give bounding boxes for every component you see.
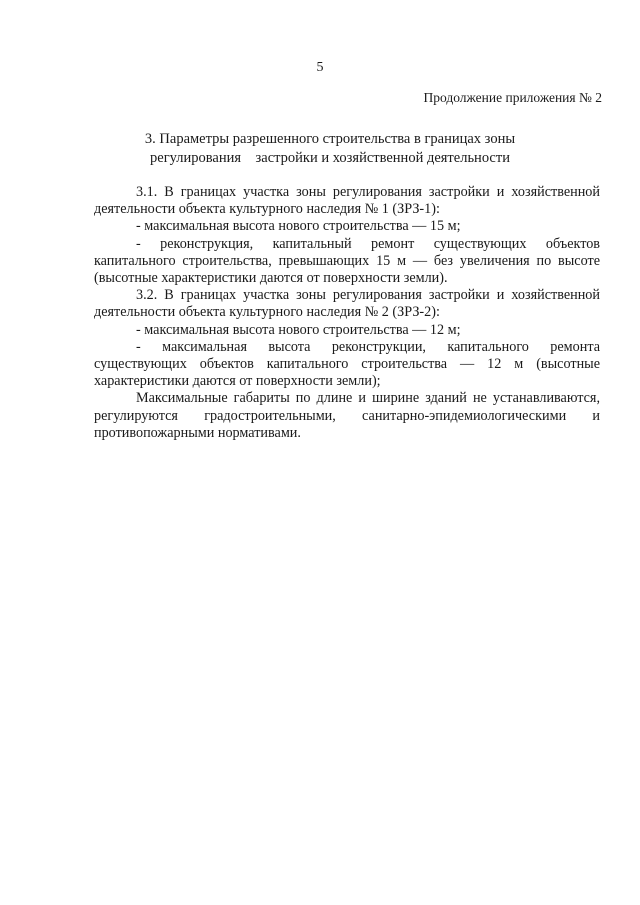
appendix-continuation-note: Продолжение приложения № 2 (423, 90, 602, 105)
section-title-line-1: 3. Параметры разрешенного строительства в границах зоны (144, 131, 516, 147)
list-item-max-height-zrz1: - максимальная высота нового строительства — 15 м; (136, 218, 461, 235)
list-item-reconstruction-zrz1: - реконструкция, капитальный ремонт существующих объектов капитального строительства, превышающих 15 м — без увеличения по высоте (высотные характеристики даются от поверхности земли). (94, 235, 600, 287)
document-body (94, 184, 600, 442)
paragraph-max-dimensions: Максимальные габариты по длине и ширине зданий не устанавливаются, регулируются градостроительными, санитарно-эпидемиологическими и противопожарными нормативами. (94, 390, 600, 441)
section-title (100, 130, 560, 168)
section-title-line-2: регулирования застройки и хозяйственной деятельности (150, 150, 510, 166)
list-item-reconstruction-zrz2: - максимальная высота реконструкции, капитального ремонта существующих объектов капитального строительства — 12 м (высотные характеристики даются от поверхности земли); (94, 338, 600, 390)
paragraph-3-2: 3.2. В границах участка зоны регулирования застройки и хозяйственной деятельности объекта культурного наследия № 2 (ЗРЗ-2): (94, 287, 600, 321)
paragraph-3-1: 3.1. В границах участка зоны регулирования застройки и хозяйственной деятельности объекта культурного наследия № 1 (ЗРЗ-1): (94, 184, 600, 218)
page-number: 5 (316, 60, 324, 75)
list-item-max-height-zrz2: - максимальная высота нового строительства — 12 м; (136, 321, 461, 338)
